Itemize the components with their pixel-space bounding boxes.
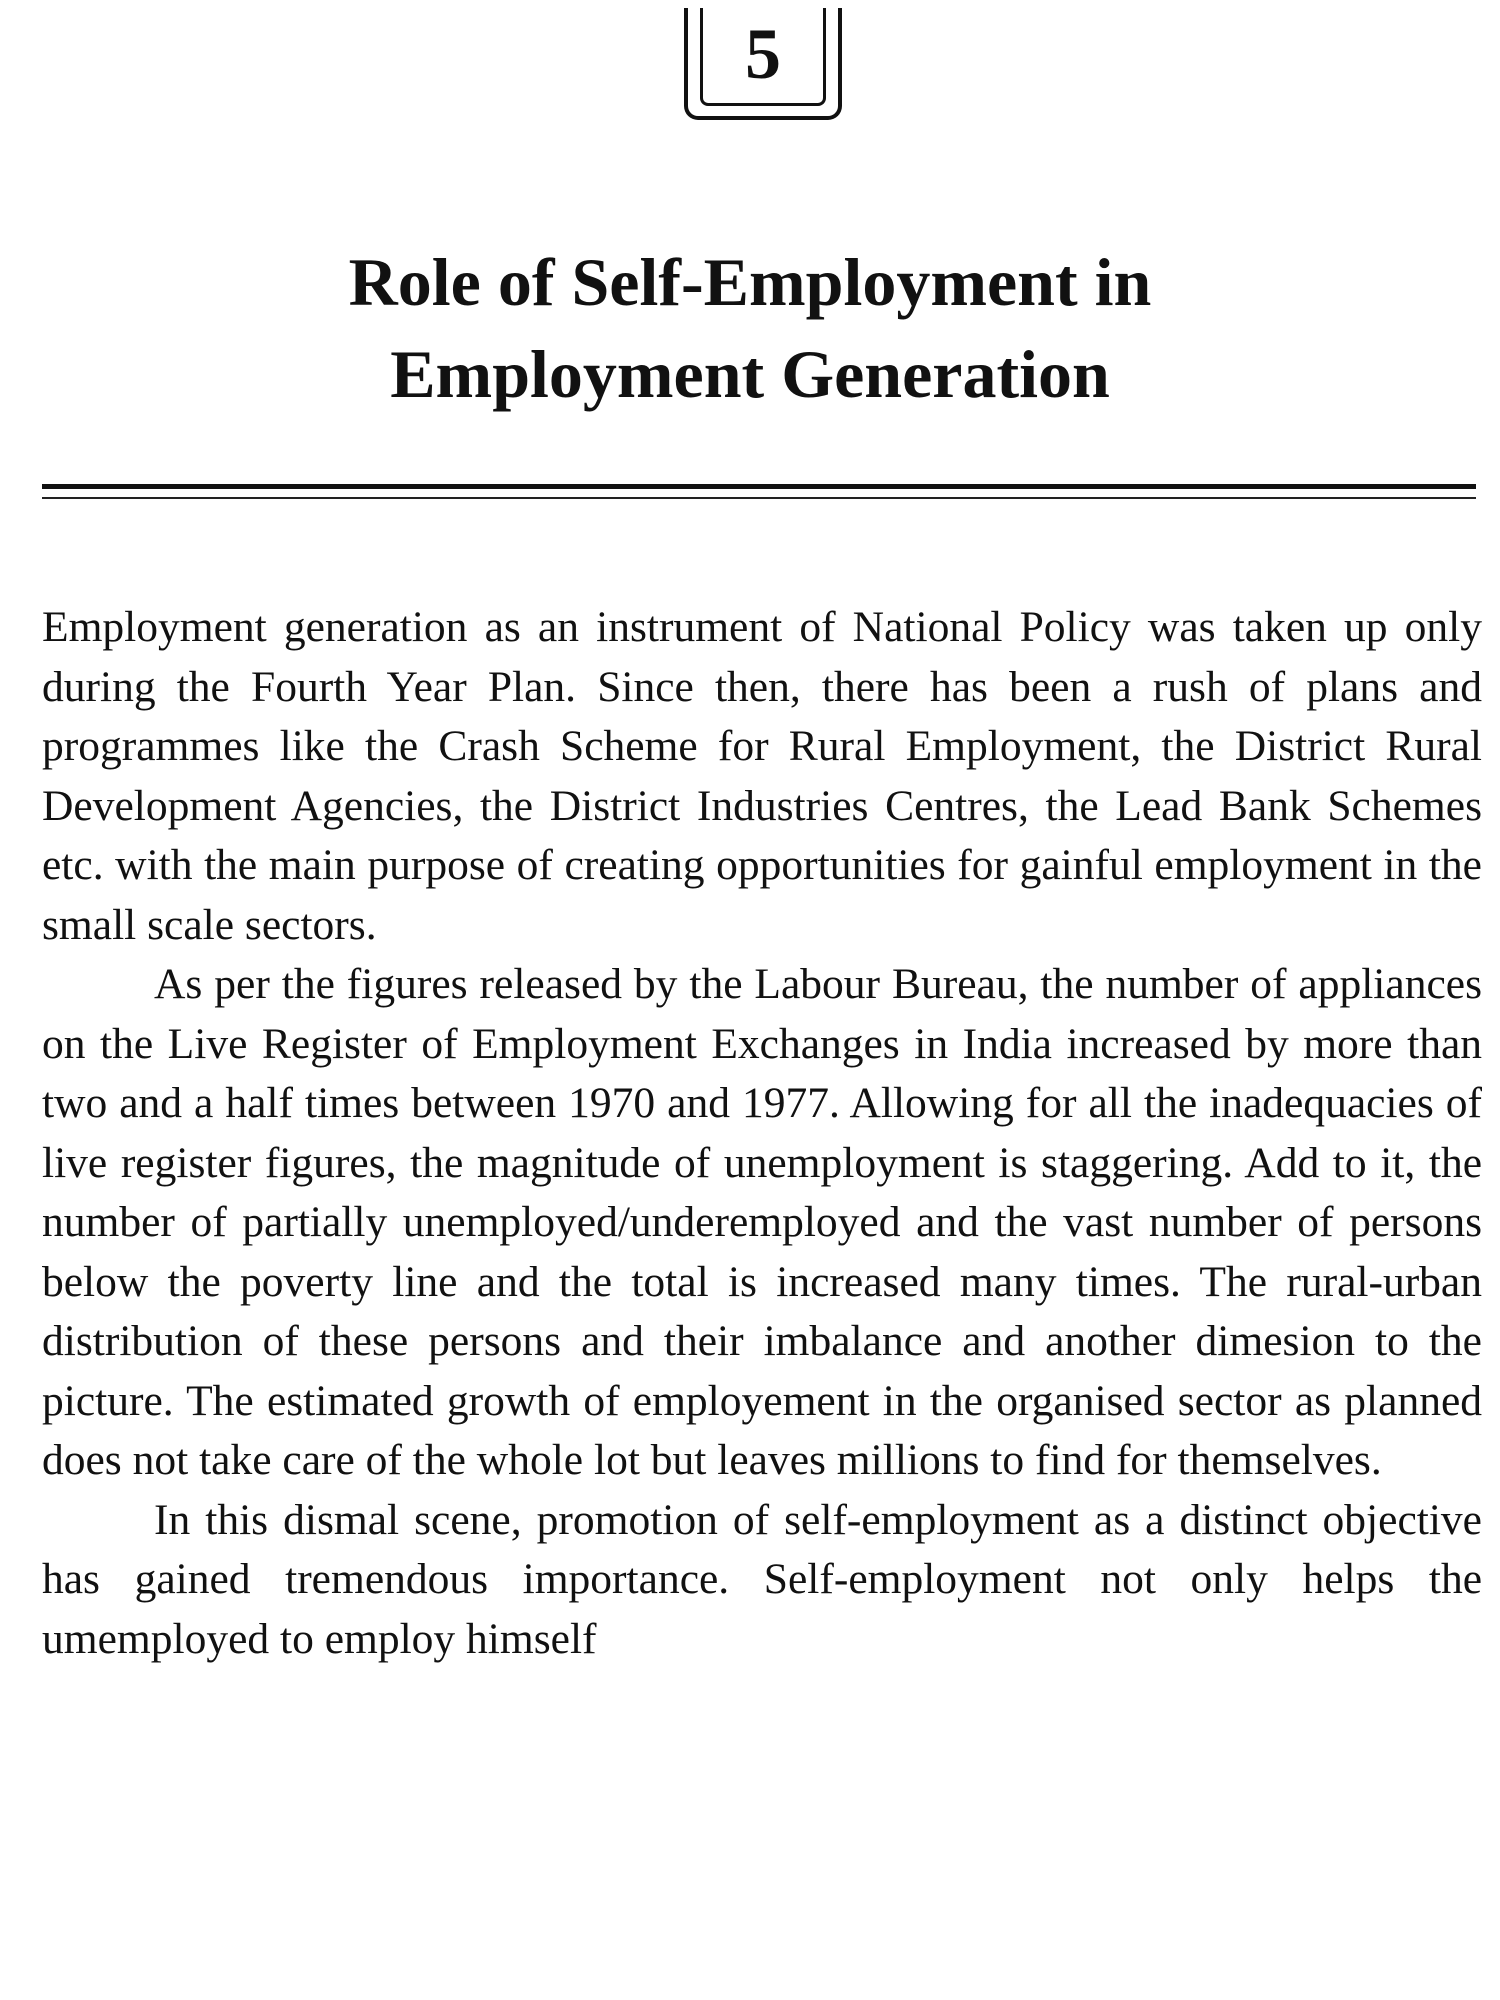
paragraph-3: In this dismal scene, promotion of self-employment as a distinct objective has gained tremendous importance. Self-employment not only helps the umemployed to employ himself — [42, 1495, 1482, 1663]
title-divider-thin — [42, 497, 1476, 499]
chapter-number: 5 — [745, 13, 781, 94]
body-text — [42, 598, 1482, 1669]
paragraph-2: As per the figures released by the Labour Bureau, the number of appliances on the Live Register of Employment Exchanges in India increased by more than two and a half times between 1970 and 1977. Allowing for all the inadequacies of live register figures, the magnitude of unemployment is staggering. Add to it, the number of partially unemployed/underemployed and the vast number of persons below the poverty line and the total is increased many times. The rural-urban distribution of these persons and their imbalance and another dimesion to the picture. The estimated growth of employement in the organised sector as planned does not take care of the whole lot but leaves millions to find for themselves. — [42, 960, 1482, 1484]
chapter-number-frame — [700, 8, 826, 106]
title-divider-thick — [42, 484, 1476, 489]
chapter-number-box — [684, 8, 842, 120]
chapter-title-line-2: Employment Generation — [390, 336, 1110, 412]
chapter-title — [60, 236, 1440, 420]
chapter-title-line-1: Role of Self-Employment in — [348, 244, 1152, 320]
paragraph-1: Employment generation as an instrument of National Policy was taken up only during the Fourth Year Plan. Since then, there has been a rush of plans and programmes like the Crash Scheme for Rural Employment, the District Rural Development Agencies, the District Industries Centres, the Lead Bank Schemes etc. with the main purpose of creating opportunities for gainful employment in the small scale sectors. — [42, 603, 1482, 949]
